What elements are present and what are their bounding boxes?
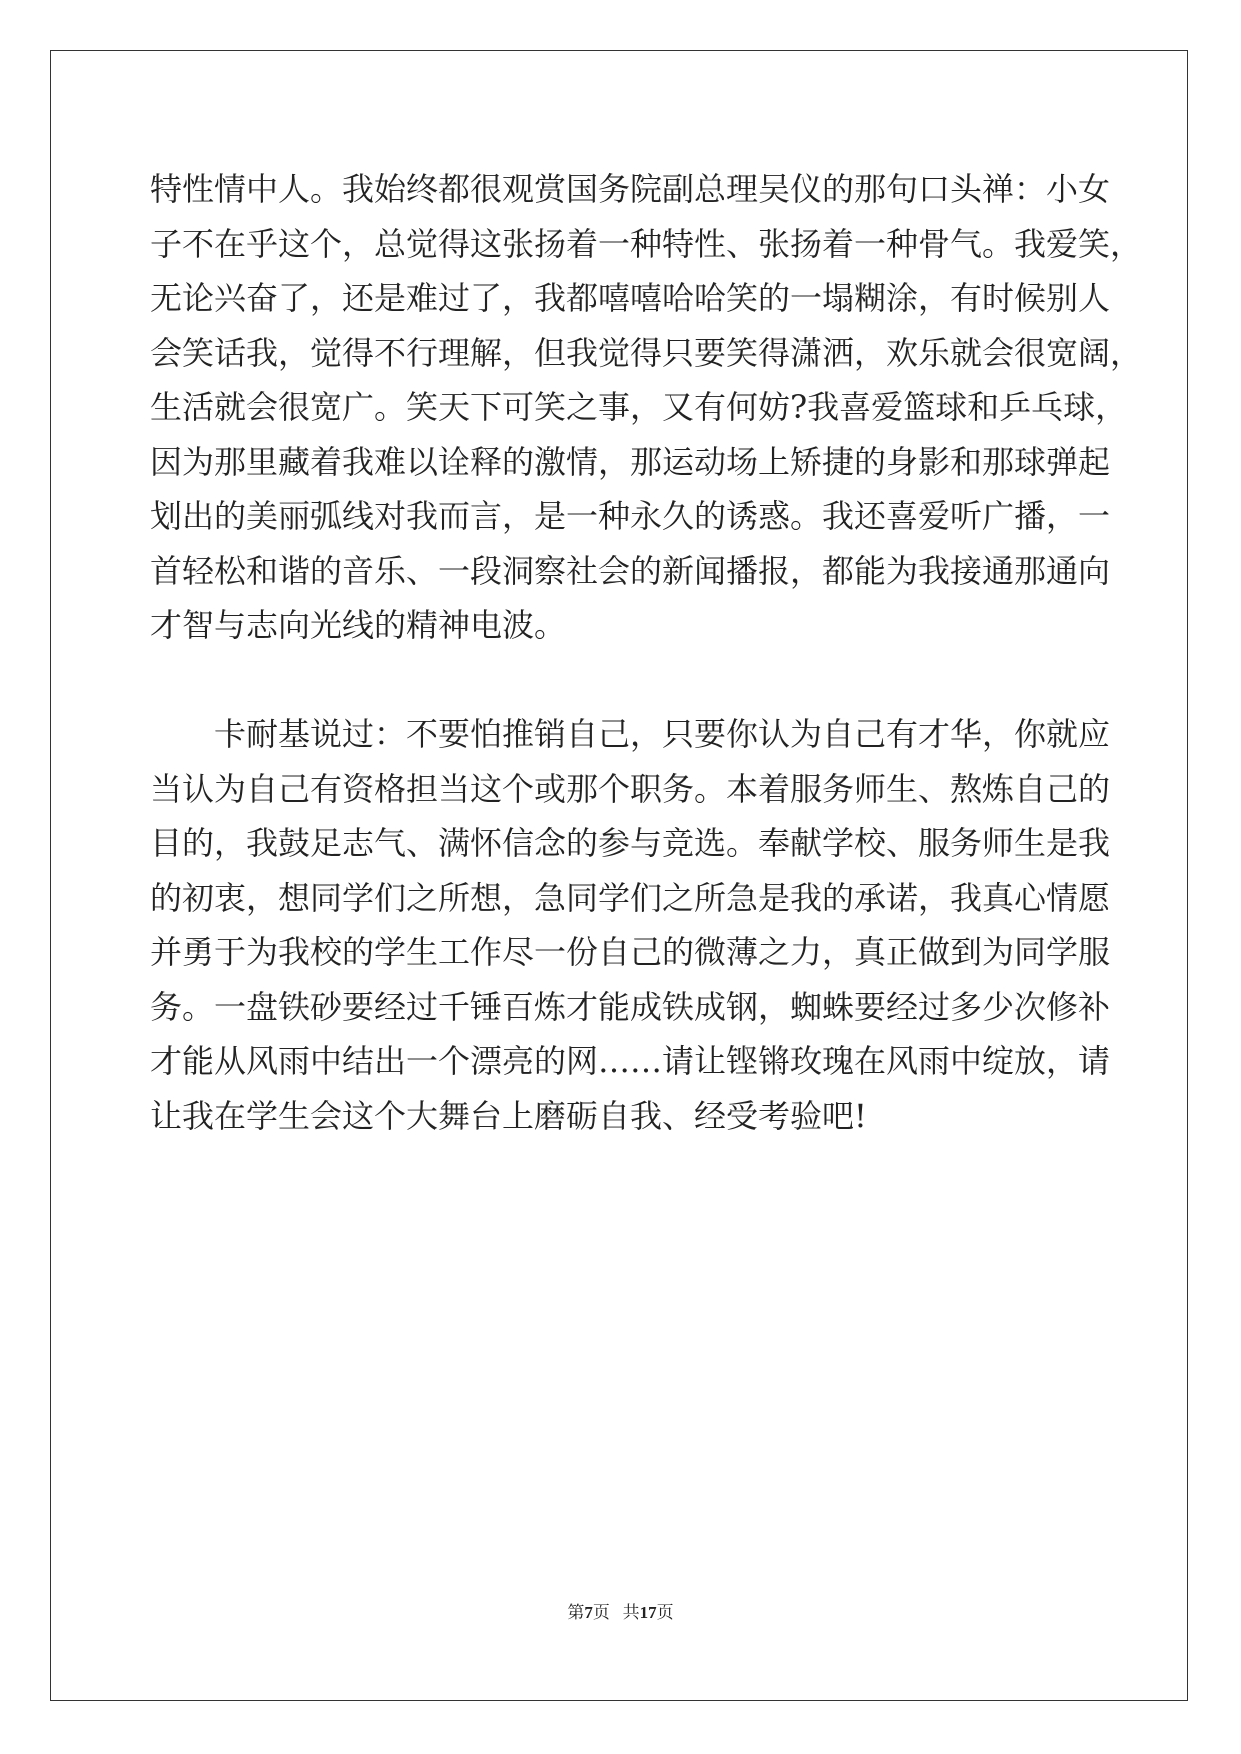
text-line: 特性情中人。我始终都很观赏国务院副总理吴仪的那句口头禅：小女 [150,170,1111,208]
text-line: 卡耐基说过：不要怕推销自己，只要你认为自己有才华，你就应 [214,715,1111,753]
page-number: 7 [584,1603,593,1622]
footer-total-prefix: 共 [622,1603,640,1622]
text-line: 子不在乎这个，总觉得这张扬着一种特性、张扬着一种骨气。我爱笑， [150,224,1143,263]
text-line: 因为那里藏着我难以诠释的激情，那运动场上矫捷的身影和那球弹起 [150,442,1111,481]
page-footer [0,1598,1241,1623]
paragraph-1 [150,162,1143,653]
text-line: 务。一盘铁砂要经过千锤百炼才能成铁成钢，蜘蛛要经过多少次修补 [150,987,1111,1026]
total-pages: 17 [639,1603,657,1622]
text-line: 无论兴奋了，还是难过了，我都嘻嘻哈哈笑的一塌糊涂，有时候别人 [150,279,1111,317]
text-line: 当认为自己有资格担当这个或那个职务。本着服务师生、熬炼自己的 [150,769,1111,808]
text-line: 会笑话我，觉得不行理解，但我觉得只要笑得潇洒，欢乐就会很宽阔， [150,333,1143,372]
text-line: 才能从风雨中结出一个漂亮的网……请让铿锵玫瑰在风雨中绽放，请 [150,1042,1111,1080]
text-line: 让我在学生会这个大舞台上磨砺自我、经受考验吧! [150,1096,867,1135]
text-line: 生活就会很宽广。笑天下可笑之事，又有何妨?我喜爱篮球和乒乓球， [150,388,1128,426]
text-line: 的初衷，想同学们之所想，急同学们之所急是我的承诺，我真心情愿 [150,878,1111,917]
text-line: 才智与志向光线的精神电波。 [150,606,567,644]
text-line: 目的，我鼓足志气、满怀信念的参与竞选。奉献学校、服务师生是我 [150,824,1111,862]
footer-page-suffix: 页 [592,1603,610,1622]
footer-prefix: 第 [567,1603,585,1622]
paragraph-2 [150,707,1111,1143]
document-body [150,162,1143,1143]
paragraph-spacer [150,653,1090,708]
text-line: 并勇于为我校的学生工作尽一份自己的微薄之力，真正做到为同学服 [150,933,1111,971]
footer-total-suffix: 页 [656,1603,674,1622]
text-line: 首轻松和谐的音乐、一段洞察社会的新闻播报，都能为我接通那通向 [150,551,1111,590]
text-line: 划出的美丽弧线对我而言，是一种永久的诱惑。我还喜爱听广播，一 [150,497,1111,535]
